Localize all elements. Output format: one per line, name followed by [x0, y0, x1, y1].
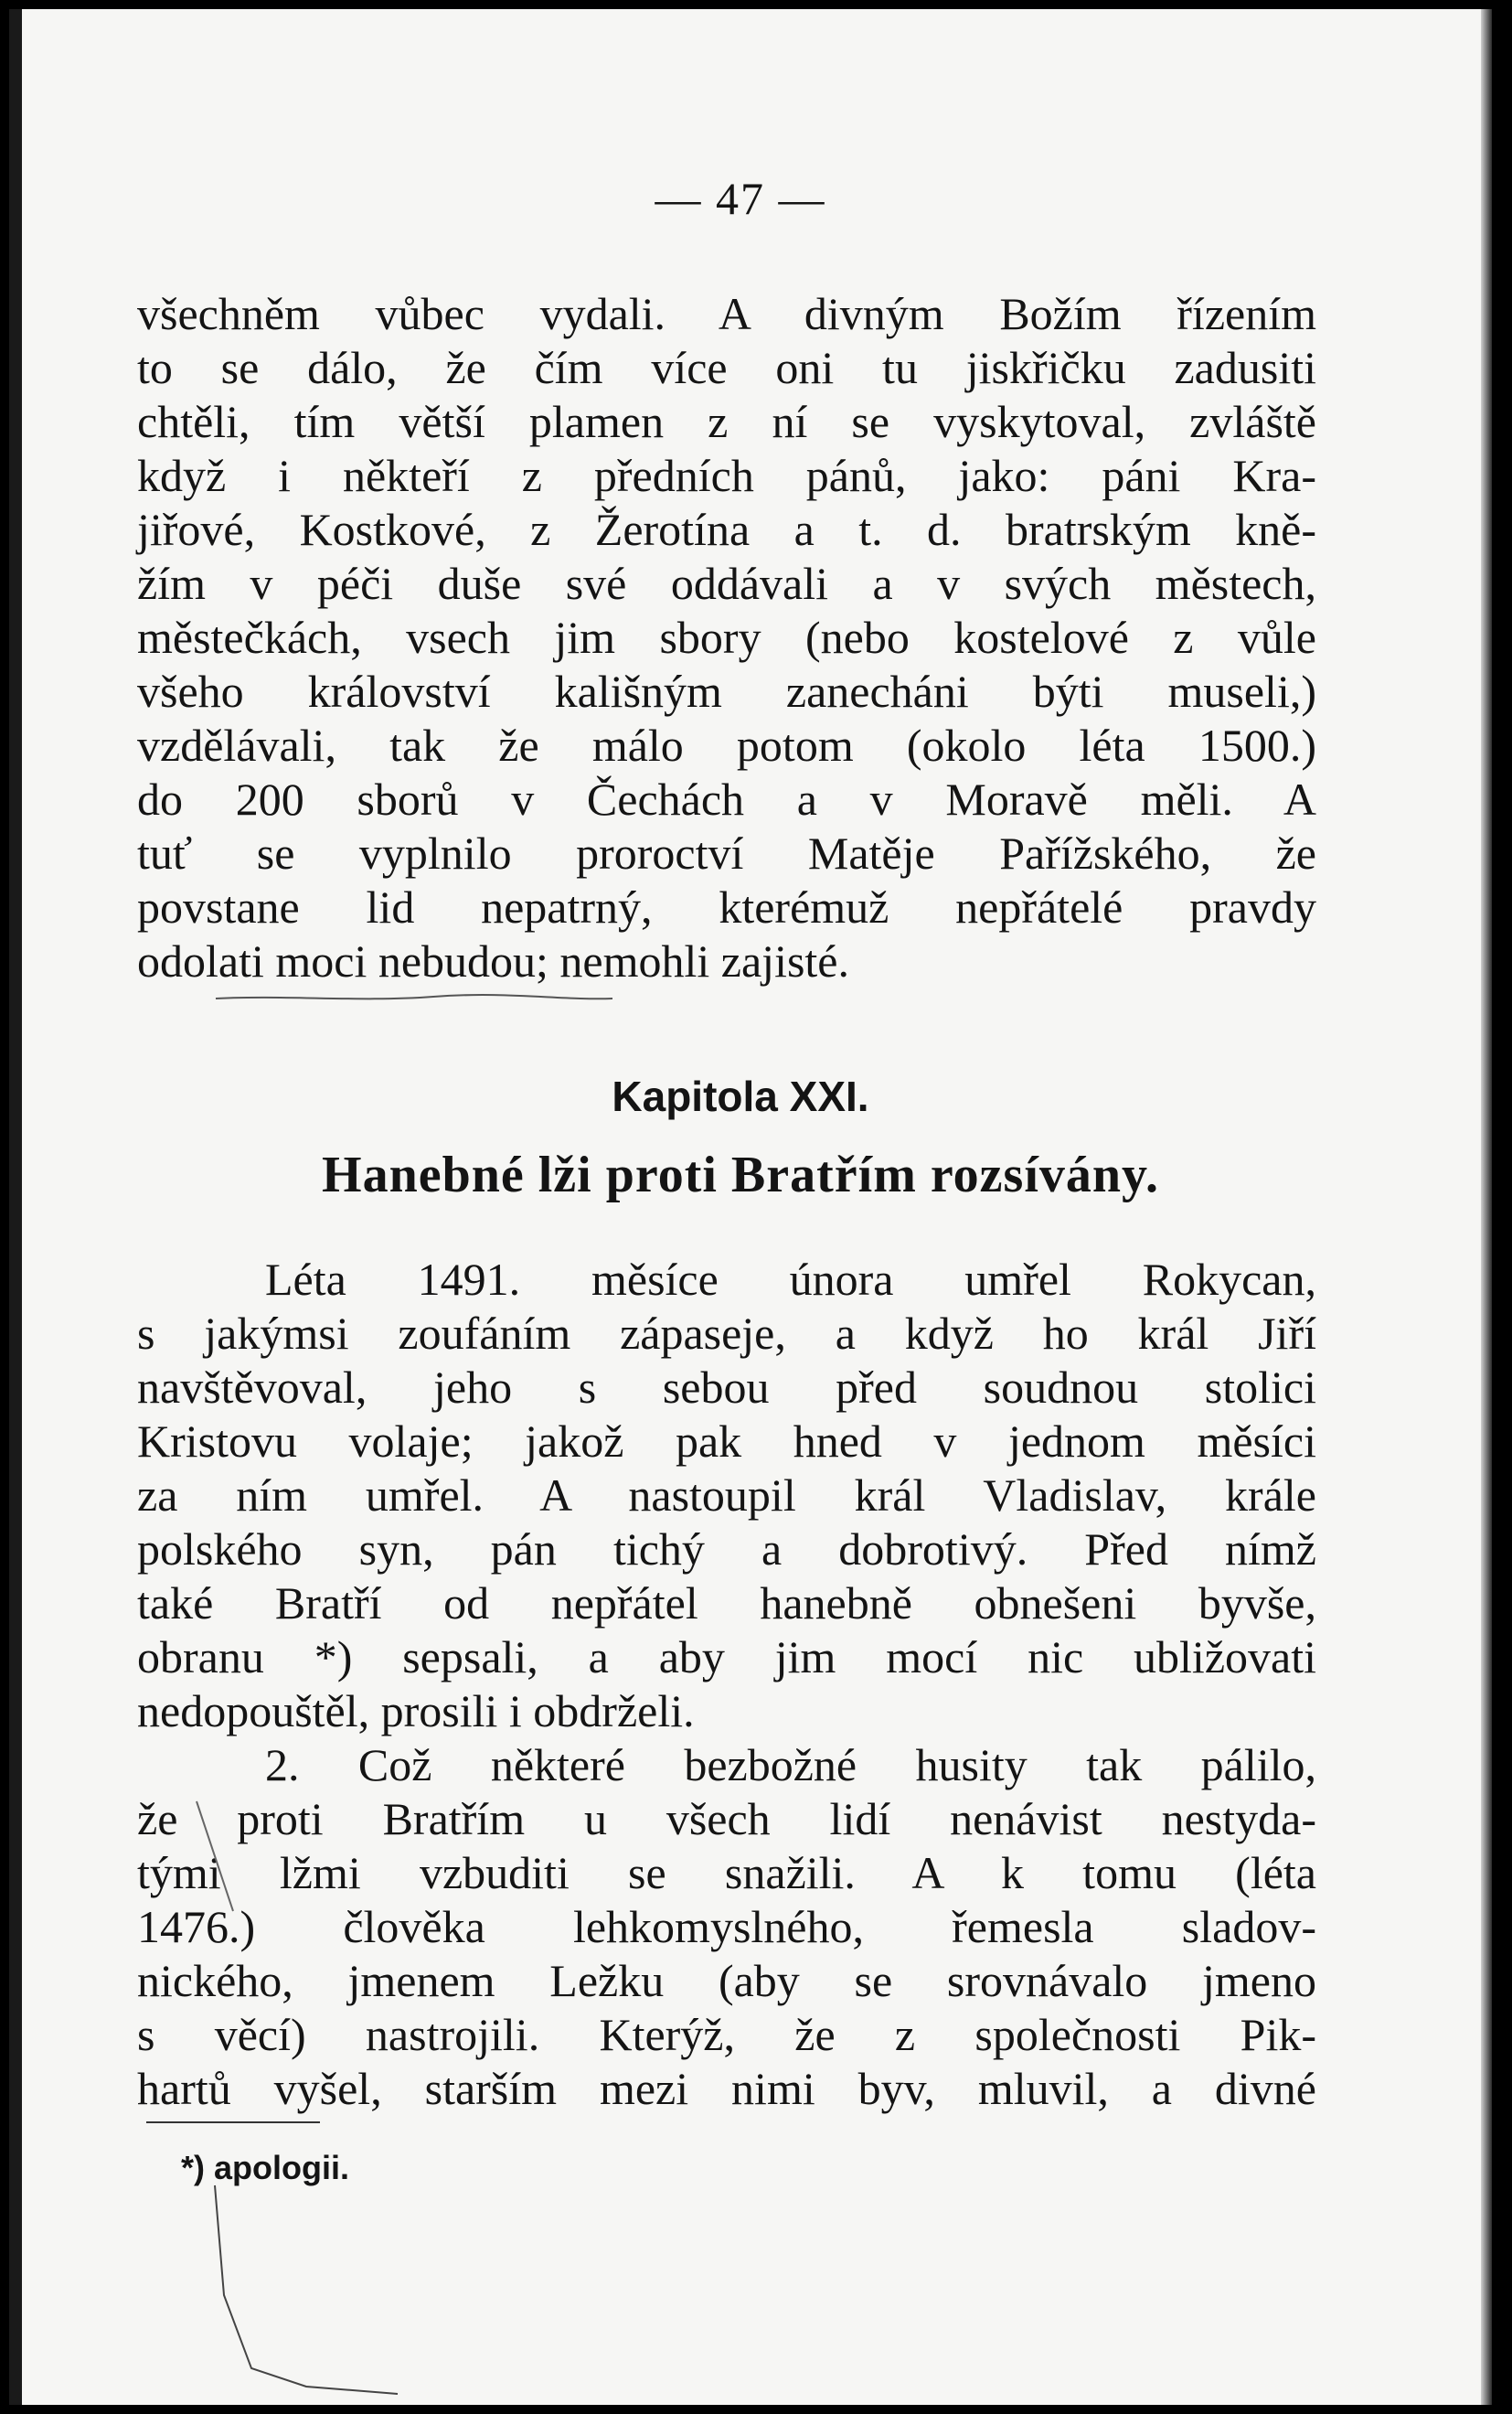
paragraph-3: [137, 1738, 1316, 2116]
paragraph-2-line: obranu *) sepsali, a aby jim mocí nic ubližovati: [137, 1631, 1316, 1682]
page-number: — 47 —: [655, 173, 826, 224]
footnote: *) apologii.: [181, 2149, 349, 2186]
paragraph-2-line: s jakýmsi zoufáním zápaseje, a když ho král Jiří: [137, 1308, 1316, 1359]
paragraph-1-line: všechněm vůbec vydali. A divným Božím řízením: [137, 288, 1316, 339]
paragraph-2-line: za ním umřel. A nastoupil král Vladislav, krále: [137, 1469, 1316, 1521]
paragraph-1-line: odolati moci nebudou; nemohli zajisté.: [137, 935, 850, 987]
paragraph-1-line: povstane lid nepatrný, kterémuž nepřátelé pravdy: [137, 881, 1316, 933]
paragraph-1-line: do 200 sborů v Čechách a v Moravě měli. A: [137, 774, 1316, 825]
paragraph-1-line: chtěli, tím větší plamen z ní se vyskytoval, zvláště: [137, 396, 1316, 447]
paragraph-2-line: Kristovu volaje; jakož pak hned v jednom měsíci: [137, 1415, 1316, 1467]
paragraph-2-line: Léta 1491. měsíce února umřel Rokycan,: [265, 1254, 1316, 1305]
paragraph-1-line: žím v péči duše své oddávali a v svých městech,: [137, 558, 1316, 609]
chapter-title: Hanebné lži proti Bratřím rozsívány.: [322, 1147, 1159, 1203]
paragraph-1-line: městečkách, vsech jim sbory (nebo kostelové z vůle: [137, 612, 1316, 663]
paragraph-2: [137, 1253, 1316, 1738]
paragraph-1-line: tuť se vyplnilo proroctví Matěje Pařížského, že: [137, 828, 1316, 879]
paragraph-2-line: nedopouštěl, prosili i obdrželi.: [137, 1685, 695, 1736]
paragraph-3-line: hartů vyšel, starším mezi nimi byv, mluvil, a divné: [137, 2063, 1316, 2114]
chapter-label: Kapitola XXI.: [612, 1073, 869, 1120]
pencil-scratch-mark: [197, 2185, 434, 2396]
paragraph-1-line: jiřové, Kostkové, z Žerotína a t. d. bratrským kně-: [137, 504, 1316, 555]
paragraph-1-line: to se dálo, že čím více oni tu jiskřičku zadusiti: [137, 342, 1316, 393]
book-page: [9, 9, 1492, 2405]
paragraph-1-line: vzdělávali, tak že málo potom (okolo léta 1500.): [137, 720, 1316, 771]
paragraph-1-line: když i někteří z předních pánů, jako: páni Kra-: [137, 450, 1316, 501]
page-left-edge: [9, 9, 22, 2405]
page-right-edge: [1481, 9, 1492, 2405]
paragraph-2-line: navštěvoval, jeho s sebou před soudnou stolici: [137, 1362, 1316, 1413]
paragraph-1-line: všeho království kališným zanecháni býti museli,): [137, 666, 1316, 717]
paragraph-2-line: také Bratří od nepřátel hanebně obnešeni byvše,: [137, 1577, 1316, 1629]
pencil-underline-mark: [214, 993, 616, 1006]
paragraph-1: [137, 287, 1316, 988]
paragraph-3-line: s věcí) nastrojili. Kterýž, že z společnosti Pik-: [137, 2009, 1316, 2060]
footnote-divider: [146, 2121, 320, 2123]
paragraph-3-line: tými lžmi vzbuditi se snažili. A k tomu (léta: [137, 1847, 1316, 1898]
paragraph-3-line: nického, jmenem Ležku (aby se srovnávalo jmeno: [137, 1955, 1316, 2006]
paragraph-3-line: 2. Což některé bezbožné husity tak pálilo,: [265, 1739, 1316, 1790]
paragraph-3-line: 1476.) člověka lehkomyslného, řemesla sladov-: [137, 1901, 1316, 1952]
paragraph-3-line: že proti Bratřím u všech lidí nenávist nestyda-: [137, 1793, 1316, 1844]
paragraph-2-line: polského syn, pán tichý a dobrotivý. Před nímž: [137, 1523, 1316, 1575]
